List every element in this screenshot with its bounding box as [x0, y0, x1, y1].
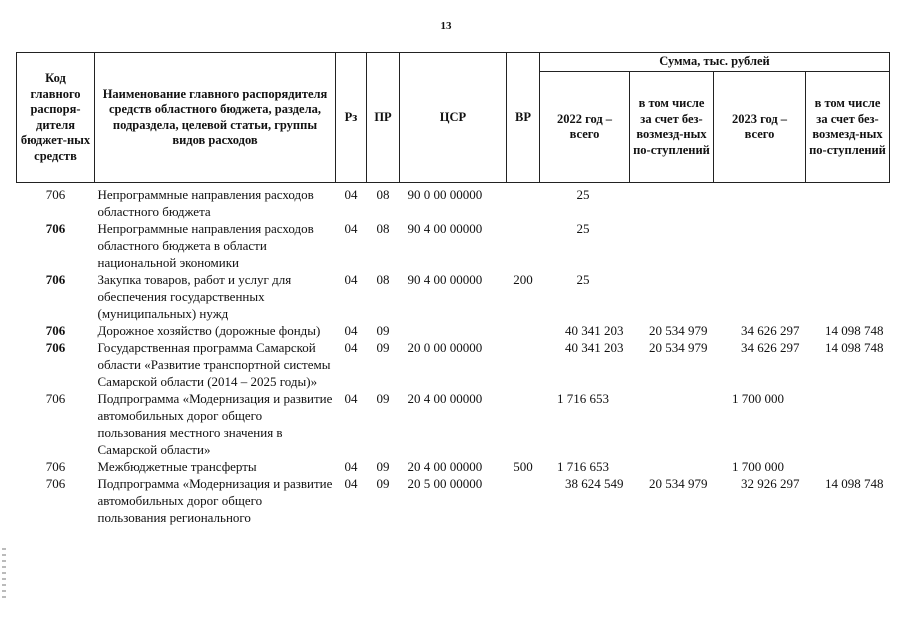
- cell-csr: 20 4 00 00000: [407, 391, 483, 406]
- table-body: [17, 183, 890, 527]
- table-row: [17, 475, 890, 526]
- cell-2023-total: [714, 271, 806, 322]
- cell-2022-free: [630, 390, 714, 458]
- cell-code: 706: [45, 187, 66, 202]
- cell-2023-free: [806, 220, 890, 271]
- cell-csr: 90 0 00 00000: [407, 187, 483, 202]
- cell-vr: 500: [513, 459, 533, 474]
- table-header: [17, 53, 890, 183]
- cell-2023-total: 1 700 000: [732, 391, 784, 406]
- cell-name: Подпрограмма «Модернизация и развитие автомобильных дорог общего пользования местного значения в Самарской области»: [97, 391, 333, 457]
- cell-vr: [507, 322, 540, 339]
- cell-2022-free: [630, 220, 714, 271]
- cell-2022-free: 20 534 979: [649, 476, 708, 491]
- cell-rz: 04: [344, 391, 358, 406]
- cell-2022-free: 20 534 979: [649, 340, 708, 355]
- cell-pr: 09: [376, 459, 390, 474]
- table-row: [17, 390, 890, 458]
- header-2023-free: в том числе за счет без-возмезд-ных по-ступлений: [806, 72, 890, 183]
- cell-rz: 04: [344, 340, 358, 355]
- cell-rz: 04: [344, 323, 358, 338]
- cell-pr: 09: [376, 476, 390, 491]
- cell-pr: 08: [376, 272, 390, 287]
- cell-rz: 04: [344, 459, 358, 474]
- cell-2023-total: [714, 183, 806, 221]
- cell-code: 706: [45, 221, 66, 236]
- header-code: Код главного распоря-дителя бюджет-ных средств: [17, 53, 95, 183]
- cell-vr: [507, 339, 540, 390]
- cell-2023-free: 14 098 748: [825, 323, 884, 338]
- cell-code: 706: [45, 272, 66, 287]
- cell-csr: 90 4 00 00000: [407, 272, 483, 287]
- table-row: [17, 339, 890, 390]
- scan-edge-mark: [2, 548, 6, 598]
- header-name: Наименование главного распорядителя средств областного бюджета, раздела, подраздела, целевой статьи, группы видов расходов: [95, 53, 336, 183]
- cell-csr: 20 4 00 00000: [407, 459, 483, 474]
- table-row: [17, 322, 890, 339]
- cell-2023-free: [806, 183, 890, 221]
- table-row: [17, 271, 890, 322]
- cell-2022-total: 1 716 653: [557, 391, 609, 406]
- cell-2022-total: 25: [576, 187, 590, 202]
- cell-csr: 20 5 00 00000: [407, 476, 483, 491]
- cell-code: 706: [45, 323, 66, 338]
- cell-2022-total: 40 341 203: [565, 340, 624, 355]
- cell-code: 706: [45, 476, 66, 491]
- cell-2023-free: [806, 390, 890, 458]
- cell-pr: 08: [376, 187, 390, 202]
- cell-2022-total: 40 341 203: [565, 323, 624, 338]
- cell-2022-total: 1 716 653: [557, 459, 609, 474]
- cell-2023-free: 14 098 748: [825, 340, 884, 355]
- cell-2023-free: [806, 458, 890, 475]
- header-rz: Рз: [336, 53, 367, 183]
- header-vr: ВР: [507, 53, 540, 183]
- cell-2023-total: 32 926 297: [741, 476, 800, 491]
- table-row: [17, 220, 890, 271]
- cell-pr: 09: [376, 323, 390, 338]
- header-2023-total: 2023 год – всего: [714, 72, 806, 183]
- cell-2022-total: 25: [576, 221, 590, 236]
- cell-code: 706: [45, 459, 66, 474]
- cell-2022-total: 38 624 549: [565, 476, 624, 491]
- cell-vr: [507, 183, 540, 221]
- cell-vr: [507, 220, 540, 271]
- header-2022-total: 2022 год – всего: [540, 72, 630, 183]
- cell-code: 706: [45, 391, 66, 406]
- cell-name: Подпрограмма «Модернизация и развитие автомобильных дорог общего пользования регионального: [97, 476, 333, 525]
- cell-2023-total: [714, 220, 806, 271]
- header-csr: ЦСР: [400, 53, 507, 183]
- cell-rz: 04: [344, 476, 358, 491]
- cell-csr: 90 4 00 00000: [407, 221, 483, 236]
- cell-rz: 04: [344, 221, 358, 236]
- cell-code: 706: [45, 340, 66, 355]
- page-number: 13: [440, 20, 452, 32]
- cell-2023-total: 34 626 297: [741, 340, 800, 355]
- cell-2022-total: 25: [576, 272, 590, 287]
- cell-pr: 09: [376, 391, 390, 406]
- cell-name: Непрограммные направления расходов областного бюджета: [97, 187, 314, 219]
- cell-2023-free: [806, 271, 890, 322]
- cell-2023-free: 14 098 748: [825, 476, 884, 491]
- cell-rz: 04: [344, 187, 358, 202]
- budget-table: [16, 52, 890, 526]
- cell-2022-free: [630, 183, 714, 221]
- cell-2023-total: 1 700 000: [732, 459, 784, 474]
- header-pr: ПР: [367, 53, 400, 183]
- cell-pr: 09: [376, 340, 390, 355]
- cell-name: Государственная программа Самарской области «Развитие транспортной системы Самарской области (2014 – 2025 годы)»: [97, 340, 331, 389]
- cell-vr: [507, 475, 540, 526]
- cell-2022-free: [630, 271, 714, 322]
- header-sum-group: Сумма, тыс. рублей: [540, 53, 890, 72]
- cell-name: Непрограммные направления расходов областного бюджета в области национальной экономики: [97, 221, 314, 270]
- cell-name: Закупка товаров, работ и услуг для обеспечения государственных (муниципальных) нужд: [97, 272, 292, 321]
- header-2022-free: в том числе за счет без-возмезд-ных по-ступлений: [630, 72, 714, 183]
- cell-2022-free: 20 534 979: [649, 323, 708, 338]
- cell-vr: [507, 390, 540, 458]
- cell-name: Межбюджетные трансферты: [97, 459, 257, 474]
- table-row: [17, 183, 890, 221]
- cell-rz: 04: [344, 272, 358, 287]
- cell-csr: 20 0 00 00000: [407, 340, 483, 355]
- cell-2022-free: [630, 458, 714, 475]
- cell-name: Дорожное хозяйство (дорожные фонды): [97, 323, 321, 338]
- table-row: [17, 458, 890, 475]
- cell-2023-total: 34 626 297: [741, 323, 800, 338]
- cell-vr: 200: [513, 272, 533, 287]
- cell-csr: [400, 322, 507, 339]
- cell-pr: 08: [376, 221, 390, 236]
